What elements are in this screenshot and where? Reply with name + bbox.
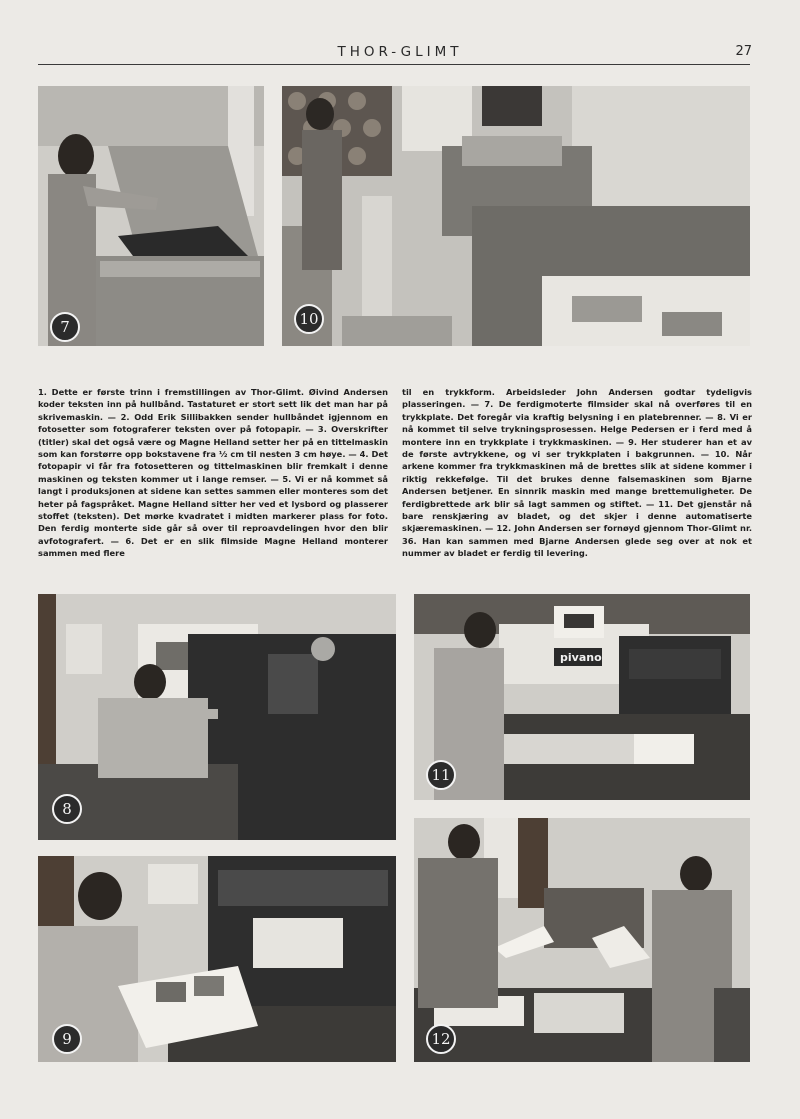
photo-number-badge: 8 (52, 794, 82, 824)
header-rule (38, 64, 750, 65)
photo-11 (414, 594, 750, 800)
caption-column-left: 1. Dette er første trinn i fremstillingen av Thor-Glimt. Øivind Andersen koder teksten inn på hullbånd. Tastaturet er stort sett lik det man har på skrivemaskin. — 2. Odd Erik Sillibakken sender hullbåndet igjennom en fotosetter som fotograferer teksten over på fotopapir. — 3. Overskrifter (titler) skal det også være og Magne Helland setter her på en tittelmaskin som kan forstørre opp bokstavene fra ½ cm til nesten 3 cm høye. — 4. Det fotopapir vi får fra fotosetteren og tittelmaskinen blir fremkalt i denne maskinen og teksten kommer ut i lange remser. — 5. Vi er nå kommet så langt i produksjonen at sidene kan settes sammen eller monteres som det heter på fagspråket. Magne Helland sitter her ved et lysbord og plasserer stoffet (teksten). Det mørke kvadratet i midten markerer plass for foto. Den ferdig monterte side går så over til reproavdelingen hvor den blir avfotografert. — 6. Det er en slik filmside Magne Helland monterer sammen med flere (38, 387, 388, 559)
caption-column-right: til en trykkform. Arbeidsleder John Andersen godtar tydeligvis plasseringen. — 7. De ferdigmoterte filmsider skal nå overføres til en trykkplate. Det foregår via kraftig belysning i en platebrenner. — 8. Vi er nå kommet til selve trykningsprosessen. Helge Pedersen er i ferd med å montere inn en trykkplate i trykkmaskinen. — 9. Her studerer han et av de første avtrykkene, og vi ser trykkplaten i bakgrunnen. — 10. Når arkene kommer fra trykkmaskinen må de brettes slik at sidene kommer i riktig rekkefølge. Til det brukes denne falsemaskinen som Bjarne Andersen betjener. En sinnrik maskin med mange brettemuligheter. De ferdigbrettede ark blir så lagt sammen og stiftet. — 11. Det gjenstår nå bare renskjæring av bladet, og det skjer i denne automatiserte skjæremaskinen. — 12. John Andersen ser fornøyd gjennom Thor-Glimt nr. 36. Han kan sammen med Bjarne Andersen glede seg over at nok et nummer av bladet er ferdig til levering. (402, 387, 752, 559)
photo-number-badge: 9 (52, 1024, 82, 1054)
machine-brand-label: pivano (560, 651, 602, 664)
page-number: 27 (735, 44, 752, 59)
photo-7 (38, 86, 264, 346)
running-header-title: THOR-GLIMT (337, 44, 463, 60)
photo-number-badge: 7 (50, 312, 80, 342)
photo-8 (38, 594, 396, 840)
photo-number-badge: 10 (294, 304, 324, 334)
photo-9 (38, 856, 396, 1062)
photo-10 (282, 86, 750, 346)
photo-number-badge: 11 (426, 760, 456, 790)
photo-12 (414, 818, 750, 1062)
photo-number-badge: 12 (426, 1024, 456, 1054)
